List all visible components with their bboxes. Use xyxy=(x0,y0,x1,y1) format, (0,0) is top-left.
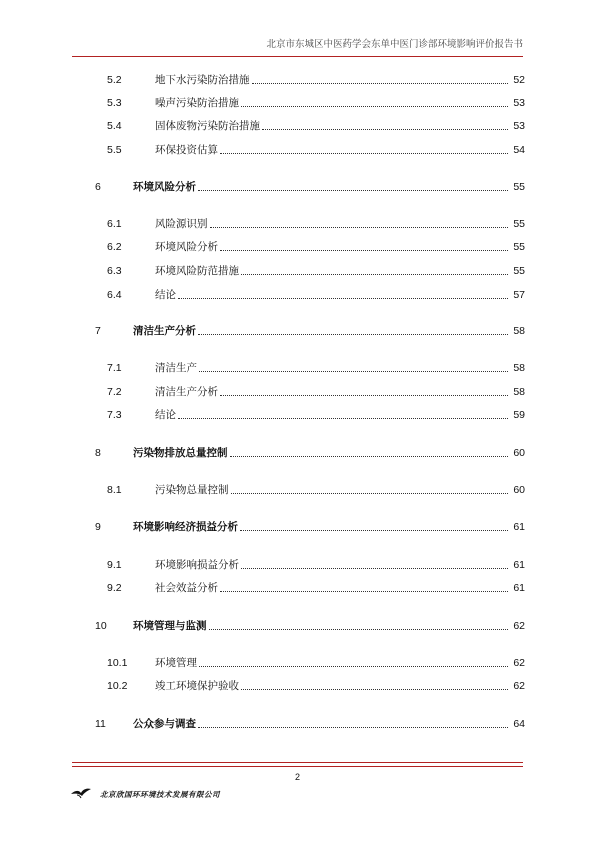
toc-title: 环境影响损益分析 xyxy=(155,559,239,571)
toc-chapter-row[interactable] xyxy=(95,715,525,731)
toc-number: 5.5 xyxy=(107,144,122,156)
toc-page-number: 53 xyxy=(513,120,525,132)
toc-section-row[interactable] xyxy=(95,94,525,110)
toc-dot-leader xyxy=(199,371,508,372)
toc-number: 6.1 xyxy=(107,218,122,230)
footer-divider-thin xyxy=(72,766,523,767)
toc-title: 环境风险防范措施 xyxy=(155,265,239,277)
toc-dot-leader xyxy=(220,250,508,251)
toc-title: 环境风险分析 xyxy=(155,241,218,253)
toc-title: 环保投资估算 xyxy=(155,144,218,156)
toc-title: 固体废物污染防治措施 xyxy=(155,120,260,132)
toc-page-number: 54 xyxy=(513,144,525,156)
toc-dot-leader xyxy=(240,530,508,531)
toc-page-number: 62 xyxy=(513,620,525,632)
toc-number: 10.2 xyxy=(107,680,128,692)
toc-section-row[interactable] xyxy=(95,71,525,87)
toc-number: 7.2 xyxy=(107,386,122,398)
toc-dot-leader xyxy=(220,591,508,592)
toc-page-number: 60 xyxy=(513,447,525,459)
toc-number: 9.1 xyxy=(107,559,122,571)
toc-dot-leader xyxy=(252,83,509,84)
toc-title: 结论 xyxy=(155,409,176,421)
toc-dot-leader xyxy=(209,629,509,630)
toc-number: 5.3 xyxy=(107,97,122,109)
toc-title: 清洁生产分析 xyxy=(133,325,196,337)
company-name: 北京欣国环环境技术发展有限公司 xyxy=(100,790,220,799)
toc-page-number: 58 xyxy=(513,386,525,398)
toc-page-number: 61 xyxy=(513,559,525,571)
toc-section-row[interactable] xyxy=(95,556,525,572)
toc-number: 9 xyxy=(95,521,101,533)
toc-page-number: 52 xyxy=(513,74,525,86)
toc-title: 污染物排放总量控制 xyxy=(133,447,228,459)
toc-page-number: 55 xyxy=(513,265,525,277)
toc-number: 6.2 xyxy=(107,241,122,253)
toc-dot-leader xyxy=(210,227,509,228)
toc-chapter-row[interactable] xyxy=(95,444,525,460)
toc-chapter-row[interactable] xyxy=(95,617,525,633)
toc-dot-leader xyxy=(220,395,508,396)
toc-section-row[interactable] xyxy=(95,383,525,399)
header-title: 北京市东城区中医药学会东单中医门诊部环境影响评价报告书 xyxy=(266,39,523,50)
toc-dot-leader xyxy=(231,493,509,494)
toc-number: 11 xyxy=(95,718,106,730)
toc-number: 8.1 xyxy=(107,484,122,496)
toc-section-row[interactable] xyxy=(95,141,525,157)
toc-page-number: 58 xyxy=(513,362,525,374)
toc-title: 环境风险分析 xyxy=(133,181,196,193)
toc-title: 噪声污染防治措施 xyxy=(155,97,239,109)
toc-page-number: 57 xyxy=(513,289,525,301)
toc-dot-leader xyxy=(178,298,508,299)
toc-title: 清洁生产分析 xyxy=(155,386,218,398)
toc-dot-leader xyxy=(241,568,508,569)
toc-chapter-row[interactable] xyxy=(95,518,525,534)
toc-number: 5.2 xyxy=(107,74,122,86)
toc-number: 7.3 xyxy=(107,409,122,421)
toc-title: 环境影响经济损益分析 xyxy=(133,521,238,533)
toc-title: 污染物总量控制 xyxy=(155,484,229,496)
toc-page-number: 55 xyxy=(513,241,525,253)
toc-dot-leader xyxy=(198,190,508,191)
toc-page-number: 59 xyxy=(513,409,525,421)
toc-section-row[interactable] xyxy=(95,117,525,133)
toc-page-number: 55 xyxy=(513,181,525,193)
toc-number: 10 xyxy=(95,620,107,632)
toc-page-number: 62 xyxy=(513,680,525,692)
toc-chapter-row[interactable] xyxy=(95,178,525,194)
toc-title: 公众参与调查 xyxy=(133,718,196,730)
toc-dot-leader xyxy=(198,334,508,335)
toc-dot-leader xyxy=(199,666,508,667)
toc-title: 社会效益分析 xyxy=(155,582,218,594)
toc-number: 7.1 xyxy=(107,362,122,374)
toc-section-row[interactable] xyxy=(95,359,525,375)
toc-number: 10.1 xyxy=(107,657,128,669)
toc-number: 9.2 xyxy=(107,582,122,594)
toc-number: 7 xyxy=(95,325,101,337)
toc-title: 环境管理与监测 xyxy=(133,620,207,632)
toc-page-number: 62 xyxy=(513,657,525,669)
toc-number: 6.4 xyxy=(107,289,122,301)
toc-title: 竣工环境保护验收 xyxy=(155,680,239,692)
toc-page-number: 60 xyxy=(513,484,525,496)
toc-title: 地下水污染防治措施 xyxy=(155,74,250,86)
toc-section-row[interactable] xyxy=(95,238,525,254)
toc-number: 6 xyxy=(95,181,101,193)
footer-divider xyxy=(72,762,523,763)
toc-dot-leader xyxy=(230,456,509,457)
toc-section-row[interactable] xyxy=(95,654,525,670)
toc-section-row[interactable] xyxy=(95,481,525,497)
toc-page-number: 64 xyxy=(513,718,525,730)
toc-section-row[interactable] xyxy=(95,215,525,231)
toc-title: 清洁生产 xyxy=(155,362,197,374)
toc-number: 6.3 xyxy=(107,265,122,277)
toc-dot-leader xyxy=(178,418,508,419)
toc-dot-leader xyxy=(241,106,508,107)
toc-page-number: 53 xyxy=(513,97,525,109)
toc-section-row[interactable] xyxy=(95,677,525,693)
bird-logo-icon xyxy=(70,786,92,800)
toc-number: 5.4 xyxy=(107,120,122,132)
page-number: 2 xyxy=(294,772,300,782)
toc-title: 风险源识别 xyxy=(155,218,208,230)
toc-dot-leader xyxy=(262,129,508,130)
toc-title: 结论 xyxy=(155,289,176,301)
toc-section-row[interactable] xyxy=(95,579,525,595)
toc-section-row[interactable] xyxy=(95,286,525,302)
toc-dot-leader xyxy=(241,689,508,690)
toc-page-number: 55 xyxy=(513,218,525,230)
toc-page-number: 58 xyxy=(513,325,525,337)
toc-section-row[interactable] xyxy=(95,262,525,278)
toc-title: 环境管理 xyxy=(155,657,197,669)
toc-dot-leader xyxy=(198,727,508,728)
toc-dot-leader xyxy=(241,274,508,275)
toc-page-number: 61 xyxy=(513,521,525,533)
toc-dot-leader xyxy=(220,153,508,154)
toc-number: 8 xyxy=(95,447,101,459)
toc-page-number: 61 xyxy=(513,582,525,594)
toc-chapter-row[interactable] xyxy=(95,322,525,338)
toc-section-row[interactable] xyxy=(95,406,525,422)
